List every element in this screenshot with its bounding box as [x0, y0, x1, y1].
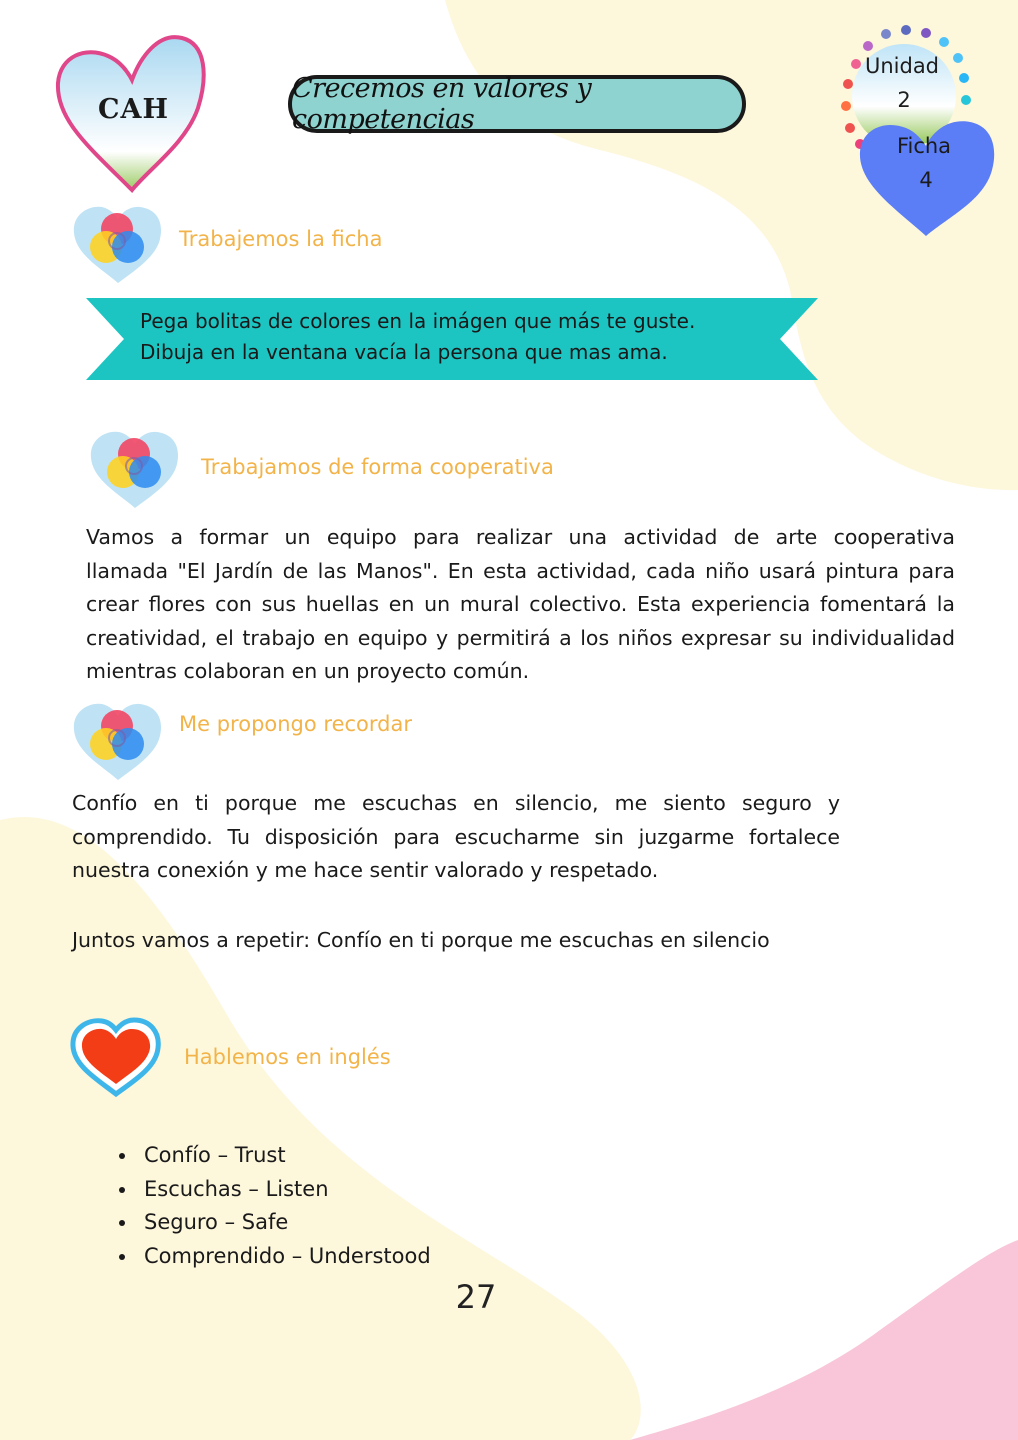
page-number: 27 — [455, 1278, 497, 1316]
cooperative-line-1: Vamos a formar un equipo para realizar una actividad de arte cooperativa — [86, 525, 955, 549]
sheet-number: 4 — [919, 168, 933, 192]
section-remember-icon-wrap — [72, 700, 164, 786]
section-cooperative-icon-wrap — [89, 428, 181, 514]
red-heart-icon — [70, 1016, 162, 1098]
cooperative-line-5: mientras colaboran en un proyecto común. — [86, 659, 530, 683]
cooperative-line-4: creatividad, el trabajo en equipo y permitirá a los niños expresar su individualidad — [86, 625, 955, 650]
list-item: • Confío – Trust — [138, 1139, 431, 1173]
venn-heart-icon — [72, 203, 164, 285]
venn-heart-icon — [89, 428, 181, 510]
vocabulary-list-wrap — [114, 1139, 431, 1273]
instruction-line-1: Pega bolitas de colores en la imágen que más te guste. — [140, 309, 696, 333]
unit-number: 2 — [897, 88, 911, 112]
remember-line-2: comprendido. Tu disposición para escucharme sin juzgarme fortalece — [72, 824, 840, 849]
section-title-cooperative: Trabajamos de forma cooperativa — [201, 455, 554, 479]
list-item: • Seguro – Safe — [138, 1206, 431, 1240]
page-title-banner — [288, 75, 746, 133]
section-worksheet-icon-wrap — [72, 203, 164, 289]
page-title: Crecemos en valores y competencias — [292, 73, 592, 135]
sheet-label: Ficha — [896, 134, 952, 158]
list-item: • Comprendido – Understood — [138, 1240, 431, 1274]
remember-paragraph — [72, 787, 840, 888]
repeat-sentence: Juntos vamos a repetir: Confío en ti porque me escuchas en silencio — [72, 928, 770, 952]
section-english-icon-wrap — [70, 1016, 162, 1102]
instruction-text — [140, 306, 695, 368]
vocabulary-list — [114, 1139, 431, 1273]
venn-heart-icon — [72, 700, 164, 782]
list-item: • Escuchas – Listen — [138, 1173, 431, 1207]
section-title-worksheet: Trabajemos la ficha — [179, 227, 383, 251]
unit-badge — [836, 24, 1008, 244]
logo-text: CAH — [98, 94, 169, 125]
unit-label: Unidad — [864, 54, 940, 78]
instruction-line-2: Dibuja en la ventana vacía la persona que mas ama. — [140, 340, 668, 364]
section-title-remember: Me propongo recordar — [179, 712, 412, 736]
cooperative-line-2: llamada "El Jardín de las Manos". En esta actividad, cada niño usará pintura para — [86, 558, 955, 583]
cah-logo — [50, 28, 215, 198]
section-title-english: Hablemos en inglés — [184, 1045, 391, 1069]
remember-line-3: nuestra conexión y me hace sentir valorado y respetado. — [72, 858, 659, 882]
cooperative-paragraph — [86, 521, 955, 689]
remember-line-1: Confío en ti porque me escuchas en silencio, me siento seguro y — [72, 791, 840, 815]
cooperative-line-3: crear flores con sus huellas en un mural colectivo. Esta experiencia fomentará la — [86, 592, 955, 616]
